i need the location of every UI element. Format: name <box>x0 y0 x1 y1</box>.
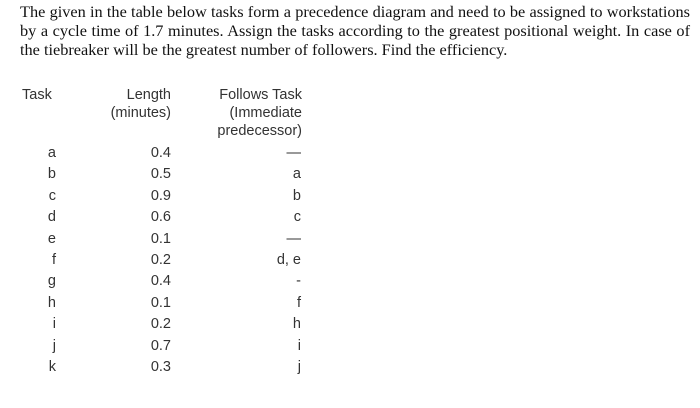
length-cell: 0.2 <box>150 316 171 333</box>
task-cell: k <box>48 359 56 375</box>
header-follows-line: Follows Task <box>219 87 302 103</box>
follows-cell: — <box>286 145 301 161</box>
length-cell: 0.4 <box>150 273 171 290</box>
table-row <box>0 357 320 378</box>
table-row <box>0 207 320 228</box>
task-cell: i <box>52 316 56 333</box>
length-cell: 0.2 <box>150 252 171 268</box>
length-cell: 0.9 <box>150 187 171 204</box>
task-cell: j <box>52 337 56 354</box>
problem-statement: The given in the table below tasks form a precedence diagram and need to be assigned to workstations by a cycle time of 1.7 minutes. Assign the tasks according to the greatest positional weight. In case of the tiebreaker will be the greatest number of followers. Find the efficiency. <box>20 2 690 59</box>
table-row <box>0 293 320 314</box>
task-cell: c <box>48 187 56 204</box>
table-row <box>0 143 320 164</box>
length-cell: 0.3 <box>150 359 171 375</box>
task-cell: a <box>47 145 56 161</box>
length-cell: 0.4 <box>150 145 171 161</box>
table-row <box>0 271 320 292</box>
follows-cell: d, e <box>276 252 301 268</box>
task-cell: g <box>47 273 56 290</box>
length-cell: 0.7 <box>150 337 171 354</box>
task-cell: b <box>47 166 56 183</box>
header-task: Task <box>22 87 52 103</box>
length-cell: 0.1 <box>150 230 171 247</box>
header-follows-line: (Immediate <box>229 105 302 121</box>
header-length <box>90 86 171 122</box>
table-row <box>0 250 320 271</box>
task-cell: f <box>51 252 56 268</box>
follows-cell: - <box>296 273 301 290</box>
follows-cell: j <box>297 359 301 375</box>
table-row <box>0 164 320 185</box>
table-row <box>0 186 320 207</box>
task-cell: d <box>47 209 56 226</box>
table-row <box>0 314 320 335</box>
follows-cell: — <box>286 230 301 247</box>
task-cell: e <box>47 230 56 247</box>
follows-cell: b <box>292 187 301 204</box>
header-follows-line: predecessor) <box>217 123 302 139</box>
header-length-line: Length <box>126 87 171 103</box>
follows-cell: i <box>297 337 301 354</box>
table-row <box>0 229 320 250</box>
length-cell: 0.6 <box>150 209 171 226</box>
header-follows <box>180 86 302 140</box>
header-length-line: (minutes) <box>110 105 171 121</box>
table-row <box>0 336 320 357</box>
length-cell: 0.5 <box>150 166 171 183</box>
task-cell: h <box>47 294 56 311</box>
follows-cell: a <box>292 166 301 183</box>
length-cell: 0.1 <box>150 294 171 311</box>
follows-cell: f <box>296 294 301 311</box>
follows-cell: h <box>292 316 301 333</box>
follows-cell: c <box>293 209 301 226</box>
